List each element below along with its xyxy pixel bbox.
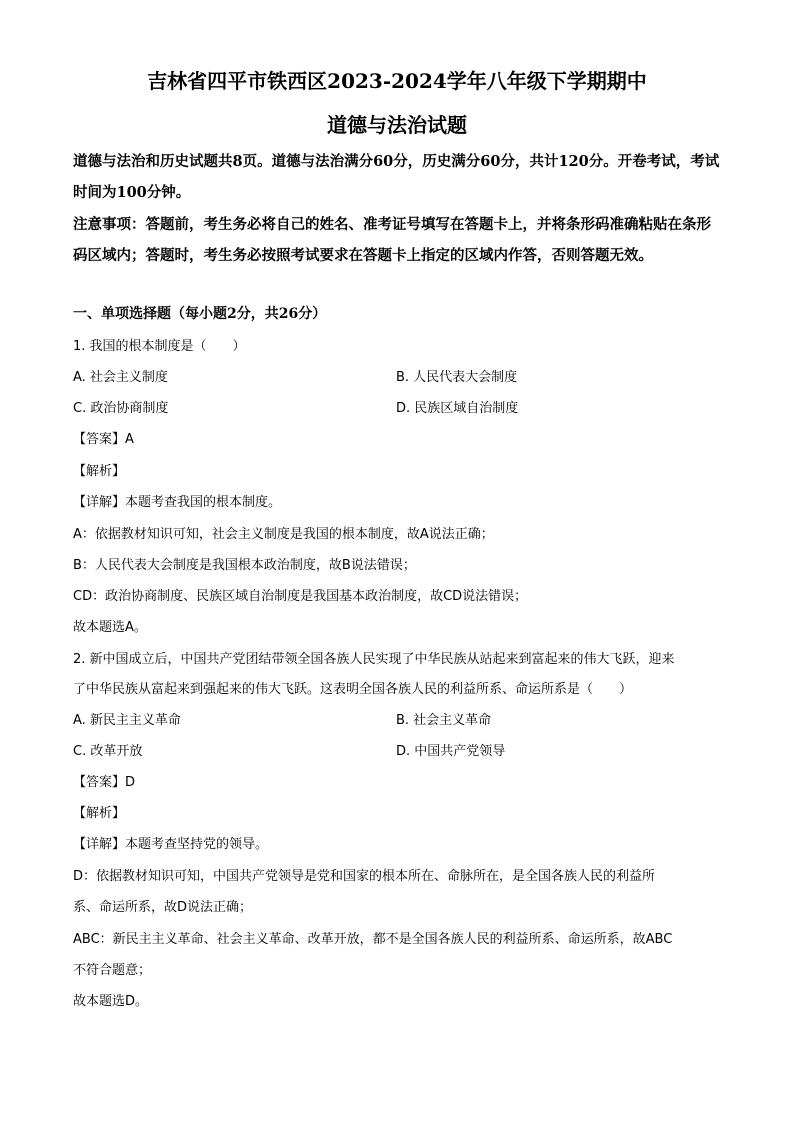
question-2-stem-line-1: 2. 新中国成立后，中国共产党团结带领全国各族人民实现了中华民族从站起来到富起来的伟大飞跃，迎来 <box>73 652 675 667</box>
question-2-conclusion: 故本题选D。 <box>73 994 149 1009</box>
question-2-answer: 【答案】D <box>73 775 136 790</box>
question-1-explain-a: A：依据教材知识可知，社会主义制度是我国的根本制度，故A说法正确； <box>73 527 494 542</box>
question-2-explain-abc-line-2: 不符合题意； <box>73 963 152 978</box>
question-1-option-a: A. 社会主义制度 <box>73 370 168 385</box>
notice-paragraph: 注意事项：答题前，考生务必将自己的姓名、准考证号填写在答题卡上，并将条形码准确粘贴在条形码区域内；答题时，考生务必按照考试要求在答题卡上指定的区域内作答，否则答题无效。 <box>73 216 711 264</box>
question-1-option-b: B. 人民代表大会制度 <box>396 370 518 385</box>
question-1-stem: 1. 我国的根本制度是（ ） <box>73 339 246 354</box>
question-2-stem-line-2: 了中华民族从富起来到强起来的伟大飞跃。这表明全国各族人民的利益所系、命运所系是（ ） <box>73 682 633 697</box>
question-1-detail: 【详解】本题考查我国的根本制度。 <box>73 495 282 510</box>
question-2-detail: 【详解】本题考查坚持党的领导。 <box>73 837 269 852</box>
question-1-analysis-label: 【解析】 <box>73 464 126 479</box>
question-1-answer: 【答案】A <box>73 432 134 447</box>
question-2-analysis-label: 【解析】 <box>73 806 126 821</box>
section-heading: 一、单项选择题（每小题2分，共26分） <box>73 306 327 322</box>
question-2-option-c: C. 改革开放 <box>73 744 143 759</box>
exam-title: 吉林省四平市铁西区2023-2024学年八年级下学期期中 <box>147 69 647 93</box>
question-1-conclusion: 故本题选A。 <box>73 620 147 635</box>
exam-subtitle: 道德与法治试题 <box>327 113 467 137</box>
question-2-option-d: D. 中国共产党领导 <box>396 744 506 759</box>
question-1-option-c: C. 政治协商制度 <box>73 401 169 416</box>
question-2-explain-abc-line-1: ABC：新民主主义革命、社会主义革命、改革开放，都不是全国各族人民的利益所系、命运所系，故ABC <box>73 932 673 947</box>
intro-paragraph: 道德与法治和历史试题共8页。道德与法治满分60分，历史满分60分，共计120分。开卷考试，考试时间为100分钟。 <box>73 153 720 201</box>
question-2-option-b: B. 社会主义革命 <box>396 713 492 728</box>
question-2-explain-d-line-1: D：依据教材知识可知，中国共产党领导是党和国家的根本所在、命脉所在，是全国各族人民的利益所 <box>73 869 656 884</box>
question-2-option-a: A. 新民主主义革命 <box>73 713 181 728</box>
question-1-option-d: D. 民族区域自治制度 <box>396 401 519 416</box>
question-1-explain-b: B：人民代表大会制度是我国根本政治制度，故B说法错误； <box>73 558 416 573</box>
question-2-explain-d-line-2: 系、命运所系，故D说法正确； <box>73 900 253 915</box>
question-1-explain-cd: CD：政治协商制度、民族区域自治制度是我国基本政治制度，故CD说法错误； <box>73 589 528 604</box>
